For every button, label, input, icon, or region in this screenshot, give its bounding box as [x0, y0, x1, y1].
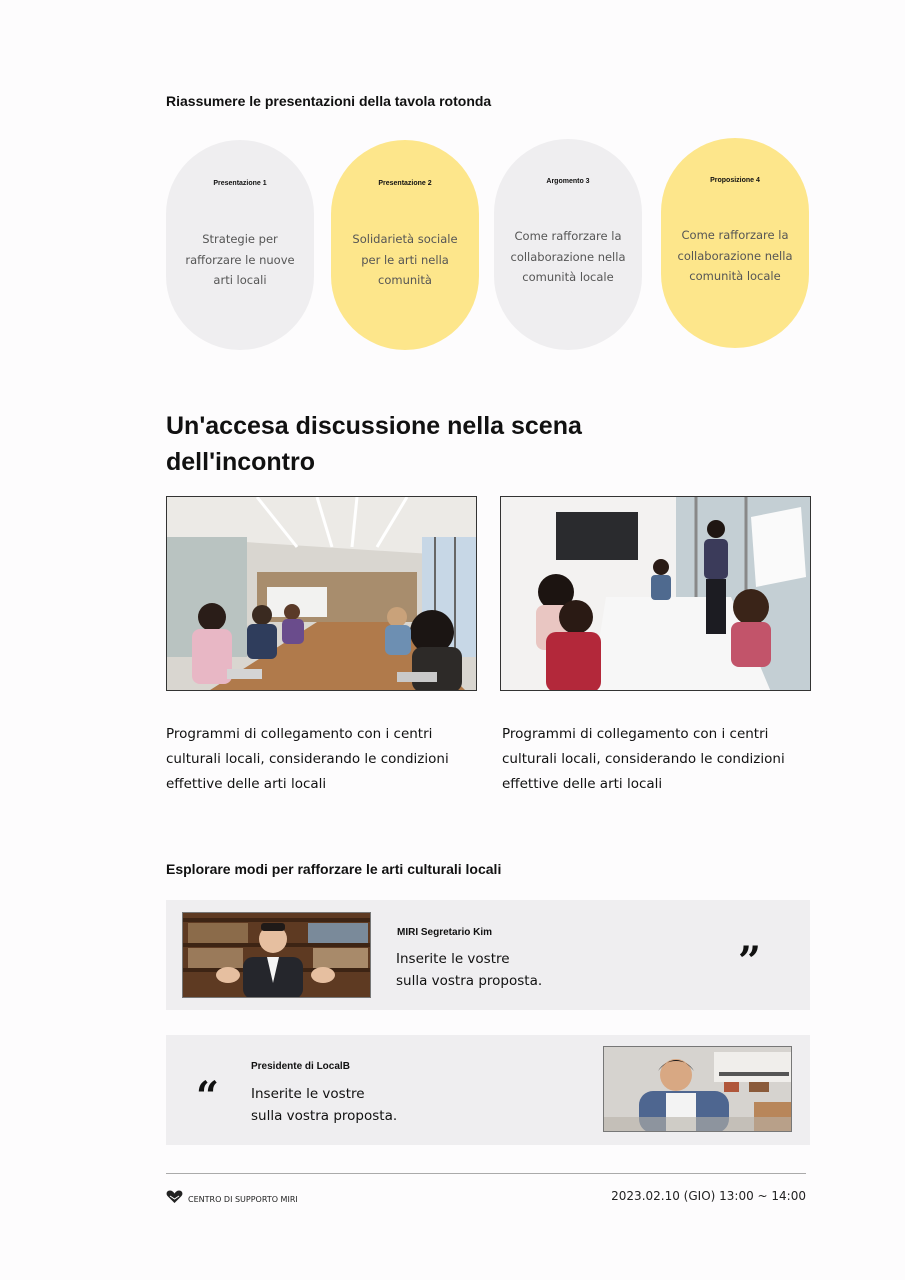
- quote-card-2: [166, 1035, 810, 1145]
- open-quote-icon: “: [196, 1073, 220, 1120]
- section-title-summary: Riassumere le presentazioni della tavola rotonda: [166, 93, 492, 109]
- footer-date: 2023.02.10 (GIO) 13:00 ~ 14:00: [611, 1189, 806, 1203]
- quote-text: [251, 1083, 397, 1127]
- pill-heading: Argomento 3: [546, 178, 590, 185]
- pill-text: Come rafforzare la collaborazione nella comunità locale: [677, 228, 793, 283]
- pill-text: Strategie per rafforzare le nuove arti locali: [185, 232, 295, 287]
- quote-line-1: Inserite le vostre: [251, 1086, 365, 1102]
- pill-text: Come rafforzare la collaborazione nella comunità locale: [510, 229, 626, 284]
- pill-heading: Presentazione 1: [213, 180, 267, 187]
- footer-brand: [166, 1190, 298, 1209]
- presentation-pill-3: [494, 139, 642, 350]
- quote-text: [396, 948, 542, 992]
- close-quote-icon: ”: [738, 938, 762, 985]
- photo-caption-1: Programmi di collegamento con i centri culturali locali, considerando le condizioni effettive delle arti locali: [166, 726, 449, 792]
- pill-text: Solidarietà sociale per le arti nella comunità: [352, 232, 458, 287]
- heart-hands-icon: [166, 1190, 183, 1209]
- pill-heading: Presentazione 2: [378, 180, 432, 187]
- presentation-pill-4: [661, 138, 809, 348]
- quote-line-1: Inserite le vostre: [396, 951, 510, 967]
- quote-speaker-name: Presidente di LocalB: [251, 1061, 350, 1072]
- presentation-pill-2: [331, 140, 479, 350]
- meeting-photo-whiteboard: [500, 496, 811, 691]
- quote-card-1: [166, 900, 810, 1010]
- pill-heading: Proposizione 4: [710, 177, 760, 184]
- discussion-title: Un'accesa discussione nella scena dell'incontro: [166, 412, 582, 476]
- quote-speaker-name: MIRI Segretario Kim: [397, 927, 493, 938]
- section-title-explore: Esplorare modi per rafforzare le arti culturali locali: [166, 861, 502, 877]
- presentation-pill-1: [166, 140, 314, 350]
- footer-org-name: CENTRO DI SUPPORTO MIRI: [188, 1195, 298, 1204]
- speaker-photo-kim: [182, 912, 371, 998]
- photo-caption-2: Programmi di collegamento con i centri culturali locali, considerando le condizioni effettive delle arti locali: [502, 726, 785, 792]
- speaker-photo-localb: [603, 1046, 792, 1132]
- quote-line-2: sulla vostra proposta.: [251, 1108, 398, 1124]
- meeting-photo-conference-room: [166, 496, 477, 691]
- footer-divider: [166, 1173, 806, 1174]
- quote-line-2: sulla vostra proposta.: [396, 973, 543, 989]
